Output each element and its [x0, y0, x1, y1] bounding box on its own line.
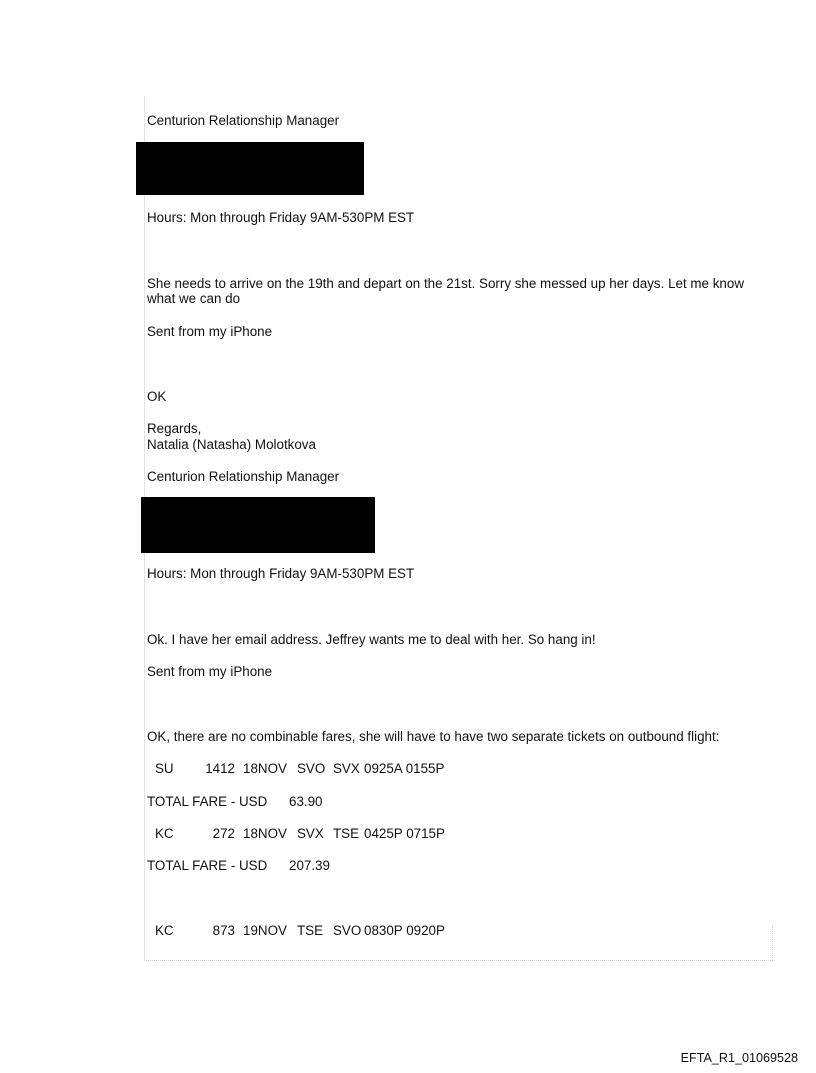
message-text-line-2: what we can do [147, 291, 241, 306]
flight-1-times: 0925A 0155P [364, 761, 445, 776]
redaction-box-1 [136, 142, 364, 195]
message-text-4: OK, there are no combinable fares, she will have to have two separate tickets on outbound flight: [147, 729, 720, 744]
message-text-3: Ok. I have her email address. Jeffrey wants me to deal with her. So hang in! [147, 632, 596, 647]
ok-text: OK [147, 389, 167, 404]
flight-3-date: 19NOV [243, 923, 287, 938]
fare-1-label: TOTAL FARE - USD [147, 794, 268, 809]
sent-from-iphone-2: Sent from my iPhone [147, 664, 273, 679]
document-id-footer: EFTA_R1_01069528 [680, 1051, 798, 1065]
fare-2-label: TOTAL FARE - USD [147, 858, 268, 873]
flight-3-number: 873 [212, 923, 235, 938]
hours-text-2: Hours: Mon through Friday 9AM-530PM EST [147, 566, 415, 581]
frame-right-edge [772, 926, 773, 960]
flight-2-times: 0425P 0715P [364, 826, 445, 841]
flight-1-number: 1412 [205, 761, 235, 776]
flight-1-airline: SU [155, 761, 174, 776]
flight-1-to: SVX [333, 761, 360, 776]
signature-title-2: Centurion Relationship Manager [147, 469, 340, 484]
redaction-box-2 [141, 497, 375, 553]
regards-text: Regards, [147, 421, 202, 436]
flight-3-airline: KC [155, 923, 174, 938]
flight-2-from: SVX [297, 826, 324, 841]
flight-3-to: SVO [333, 923, 362, 938]
message-text-line-1: She needs to arrive on the 19th and depart on the 21st. Sorry she messed up her days. Let me know [147, 276, 744, 291]
flight-2-date: 18NOV [243, 826, 287, 841]
sent-from-iphone-1: Sent from my iPhone [147, 324, 273, 339]
signer-name: Natalia (Natasha) Molotkova [147, 437, 316, 452]
flight-3-from: TSE [297, 923, 324, 938]
flight-2-number: 272 [212, 826, 235, 841]
flight-1-date: 18NOV [243, 761, 287, 776]
flight-3-times: 0830P 0920P [364, 923, 445, 938]
fare-1-amount: 63.90 [289, 794, 323, 809]
flight-2-to: TSE [333, 826, 360, 841]
flight-2-airline: KC [155, 826, 174, 841]
fare-2-amount: 207.39 [289, 858, 330, 873]
signature-title-1: Centurion Relationship Manager [147, 113, 340, 128]
flight-1-from: SVO [297, 761, 326, 776]
hours-text-1: Hours: Mon through Friday 9AM-530PM EST [147, 210, 415, 225]
